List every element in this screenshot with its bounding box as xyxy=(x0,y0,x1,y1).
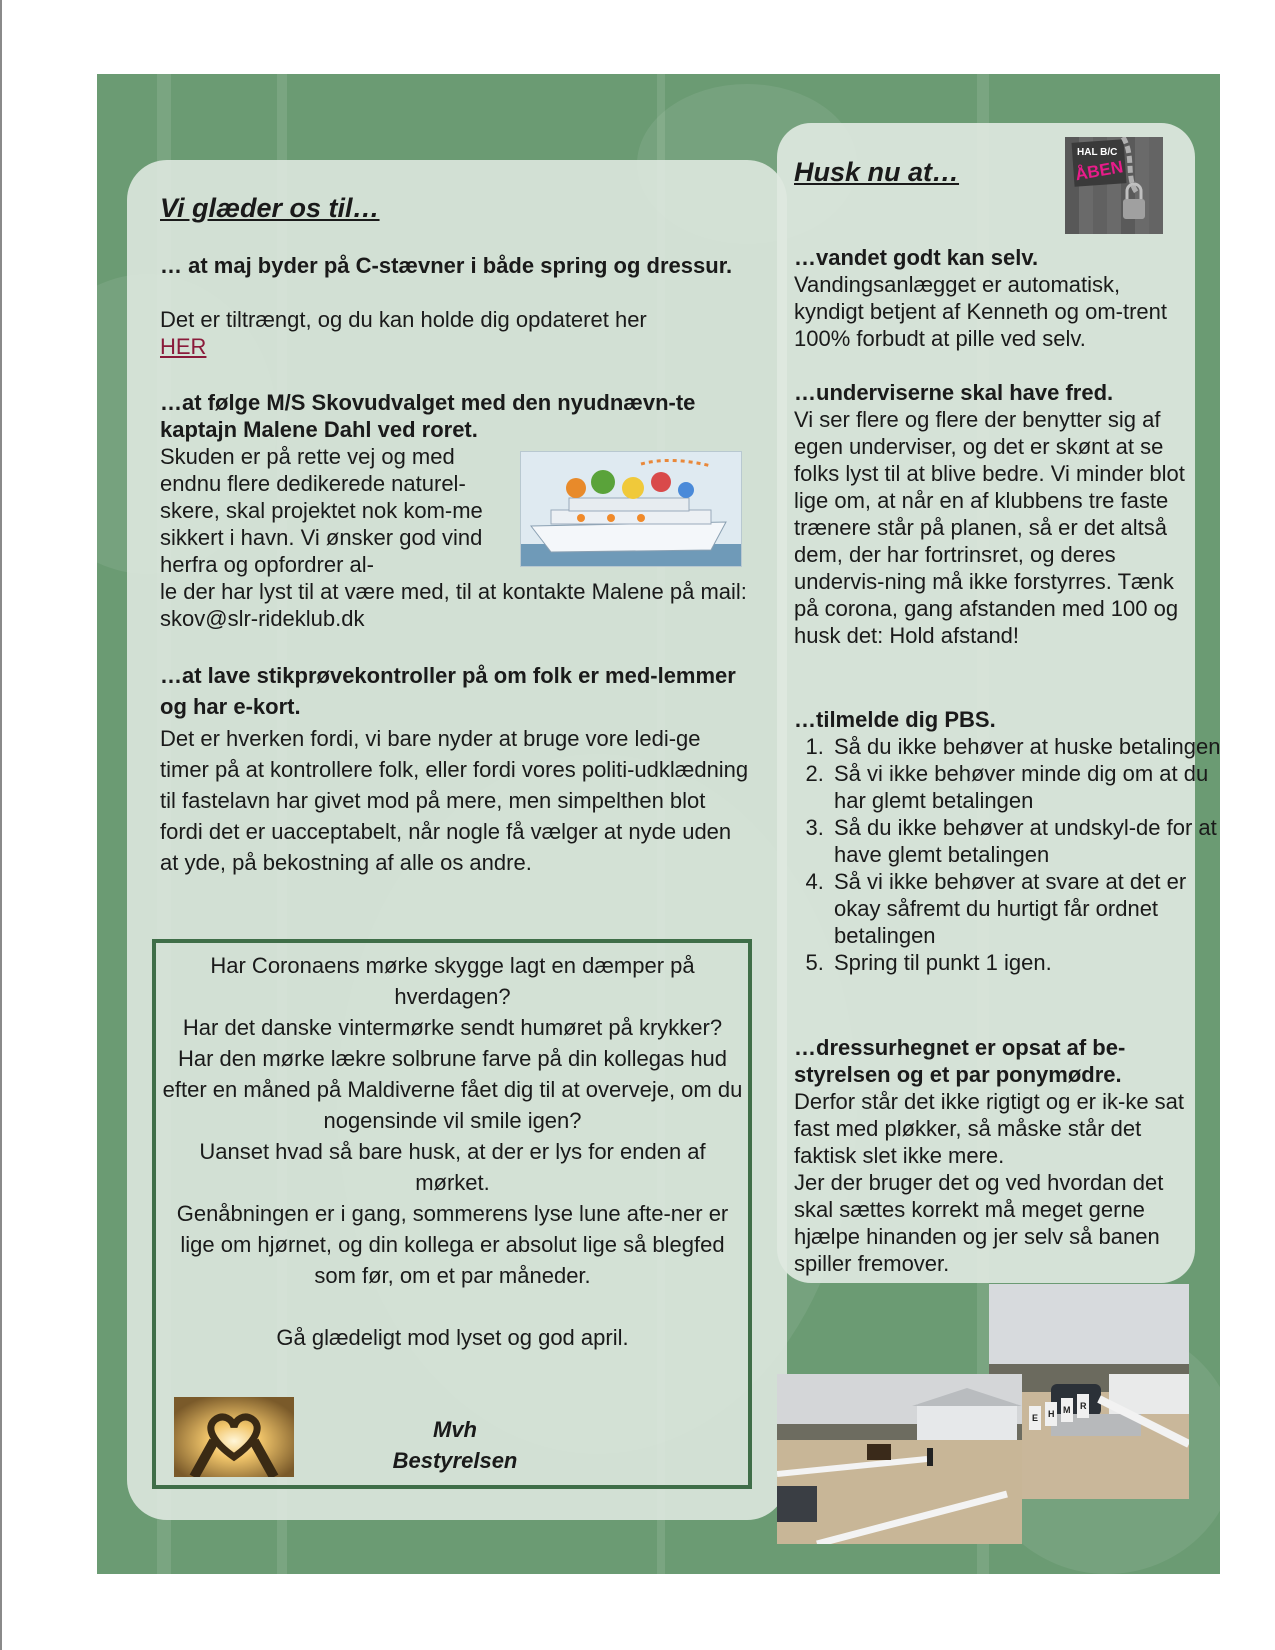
r2-heading: …underviserne skal have fred. xyxy=(794,380,1114,405)
r3-heading: …tilmelde dig PBS. xyxy=(794,707,996,732)
heart-hands-image xyxy=(174,1397,294,1477)
corona-p6: Gå glædeligt mod lyset og god april. xyxy=(276,1325,629,1350)
r4-heading: …dressurhegnet er opsat af be-styrelsen og et par ponymødre. xyxy=(794,1035,1126,1087)
signature: Mvh Bestyrelsen xyxy=(392,1417,518,1473)
pbs-item: 4. Så vi ikke behøver at svare at det er okay såfremt du hurtigt får ordnet betalingen xyxy=(830,868,1225,949)
her-link[interactable]: HER xyxy=(160,334,207,359)
corona-p3: Har den mørke lækre solbrune farve på din kollegas hud efter en måned på Maldiverne fået dig til at overveje, om du nogensinde vil smile igen? xyxy=(162,1046,743,1133)
r4-body2: Jer der bruger det og ved hvordan det skal sættes korrekt må meget gerne hjælpe hinanden og jer selv så banen spiller fremover. xyxy=(794,1170,1164,1276)
cruise-ship-image xyxy=(520,451,742,567)
arena-letter: H xyxy=(1048,1409,1055,1419)
item2-heading: …at følge M/S Skovudvalget med den nyudnævn-te kaptajn Malene Dahl ved roret. xyxy=(160,390,696,442)
hall-open-sign-image xyxy=(1065,137,1163,234)
corona-p4: Uanset hvad så bare husk, at der er lys for enden af mørket. xyxy=(199,1139,706,1195)
item3-body: Det er hverken fordi, vi bare nyder at bruge vore ledi-ge timer på at kontrollere folk, eller fordi vores politi-udklædning til fastelavn har givet mod på mere, men simpelthen blot fordi det er uacceptabelt, når nogle få vælger at nyde uden at yde, på bekostning af alle os andre. xyxy=(160,726,749,875)
corona-p5: Genåbningen er i gang, sommerens lyse lune afte-ner er lige om hjørnet, og din kollega er absolut lige så blegfed som før, om et par måneder. xyxy=(176,1201,729,1288)
r1-body: Vandingsanlægget er automatisk, kyndigt betjent af Kenneth og om-trent 100% forbudt at pille ved selv. xyxy=(794,272,1168,351)
pbs-item: 2. Så vi ikke behøver minde dig om at du har glemt betalingen xyxy=(830,760,1225,814)
page-edge xyxy=(0,0,2,1650)
corona-p2: Har det danske vintermørke sendt humøret på krykker? xyxy=(182,1015,723,1040)
arena-letter: E xyxy=(1032,1413,1039,1423)
corona-message xyxy=(160,950,745,1353)
sign-line2: ÅBEN xyxy=(1073,157,1125,185)
left-heading: Vi glæder os til… xyxy=(160,193,380,223)
pbs-list xyxy=(794,733,1225,976)
sign-line1: HAL B/C xyxy=(1077,147,1118,158)
r2-body: Vi ser flere og flere der benytter sig af egen underviser, og det er skønt at se folks lyst til at blive bedre. Vi minder blot lige om, at når en af klubbens tre faste trænere står på planen, så er det altså dem, der har fortrinsret, og deres undervis-ning må ikke forstyrres. Tænk på corona, gang afstanden med 100 og husk det: Hold afstand! xyxy=(794,407,1185,648)
item1-heading: … at maj byder på C-stævner i både spring og dressur. xyxy=(160,253,733,278)
item3-heading: …at lave stikprøvekontroller på om folk er med-lemmer og har e-kort. xyxy=(160,663,736,719)
right-heading: Husk nu at… xyxy=(794,157,960,187)
arena-letter: R xyxy=(1080,1401,1087,1411)
r1-heading: …vandet godt kan selv. xyxy=(794,245,1039,270)
item1-body: Det er tiltrængt, og du kan holde dig opdateret her HER xyxy=(160,307,647,359)
pbs-item: 1. Så du ikke behøver at huske betalingen xyxy=(830,733,1225,760)
r4-body1: Derfor står det ikke rigtigt og er ik-ke sat fast med pløkker, så måske står det faktisk slet ikke mere. xyxy=(794,1089,1185,1168)
pbs-item: 5. Spring til punkt 1 igen. xyxy=(830,949,1225,976)
item2-body-wrap: Skuden er på rette vej og med endnu flere dedikerede naturel-skere, skal projektet nok kom-me sikkert i havn. Vi ønsker god vind herfra og opfordrer al- xyxy=(160,444,483,577)
item2-body-rest: le der har lyst til at være med, til at kontakte Malene på mail: skov@slr-rideklub.dk xyxy=(160,579,747,631)
arena-letter: M xyxy=(1063,1405,1071,1415)
arena-riders-photo xyxy=(777,1374,1022,1544)
corona-p1: Har Coronaens mørke skygge lagt en dæmper på hverdagen? xyxy=(210,953,695,1009)
pbs-item: 3. Så du ikke behøver at undskyl-de for at have glemt betalingen xyxy=(830,814,1225,868)
